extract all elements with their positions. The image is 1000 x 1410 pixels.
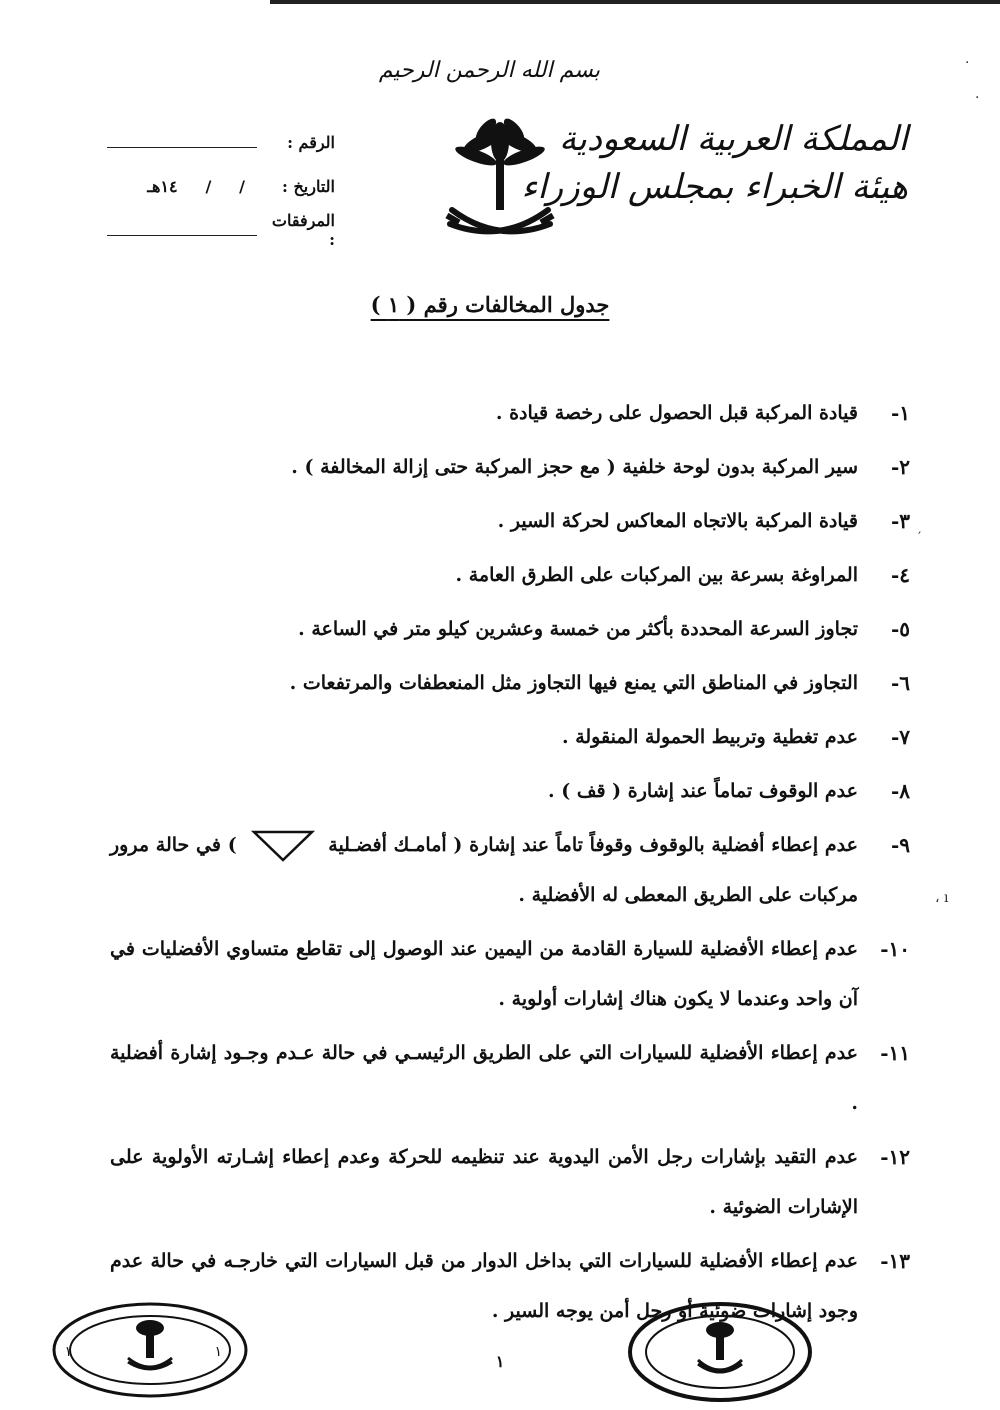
official-seal-stamp-icon xyxy=(625,1300,815,1405)
item-number: ١- xyxy=(890,401,910,425)
ref-field xyxy=(55,120,335,164)
org-name-line1: المملكة العربية السعودية xyxy=(559,119,908,159)
list-item xyxy=(110,388,910,438)
item-text: المراوغة بسرعة بين المركبات على الطرق العامة . xyxy=(455,564,858,586)
item-text: عدم التقيد بإشارات رجل الأمن اليدوية عند تنظيمه للحركة وعدم إعطاء إشـارته الأولوية على الإشارات الضوئية . xyxy=(110,1146,858,1218)
list-item xyxy=(110,924,910,1024)
item-number: ٨- xyxy=(890,779,910,803)
item-text: عدم تغطية وتربيط الحمولة المنقولة . xyxy=(561,726,858,748)
item-text-before-sign: عدم إعطاء أفضلية بالوقوف وقوفاً تاماً عند إشارة ( أمامـك أفضـلية xyxy=(328,834,858,856)
item-text: عدم إعطاء الأفضلية للسيارات التي على الطريق الرئيسـي في حالة عـدم وجـود إشارة أفضلية . xyxy=(110,1042,858,1114)
item-text: عدم إعطاء الأفضلية للسيارة القادمة من اليمين عند الوصول إلى تقاطع متساوي الأفضليات في آن واحد وعندما لا يكون هناك إشارات أولوية . xyxy=(110,938,858,1010)
item-number: ٥- xyxy=(890,617,910,641)
list-item xyxy=(110,442,910,492)
list-item xyxy=(110,766,910,816)
svg-text:١: ١ xyxy=(64,1344,72,1360)
ref-blank-line xyxy=(107,137,257,148)
bismillah: بسم الله الرحمن الرحيم xyxy=(378,58,600,83)
date-label: التاريخ : xyxy=(281,176,335,196)
list-item xyxy=(110,1132,910,1232)
item-number: ٢- xyxy=(890,455,910,479)
item-text: قيادة المركبة بالاتجاه المعاكس لحركة السير . xyxy=(497,510,858,532)
item-text xyxy=(110,820,858,920)
page-number: ١ xyxy=(495,1352,505,1371)
item-text-after-sign: ) في حالة مرور مركبات على الطريق المعطى له الأفضلية . xyxy=(110,834,858,906)
list-item xyxy=(110,1028,910,1128)
scan-speck: ′ xyxy=(918,530,922,546)
item-number: ١٠- xyxy=(880,937,910,961)
yield-sign-icon xyxy=(250,829,316,863)
attachments-label: المرفقات : xyxy=(271,211,335,249)
violations-list xyxy=(110,388,910,1340)
item-number: ٦- xyxy=(890,671,910,695)
official-seal-stamp-icon xyxy=(50,1300,250,1400)
item-number: ٩- xyxy=(890,833,910,857)
item-text: تجاوز السرعة المحددة بأكثر من خمسة وعشرين كيلو متر في الساعة . xyxy=(298,618,858,640)
item-text: قيادة المركبة قبل الحصول على رخصة قيادة . xyxy=(495,402,858,424)
item-number: ٧- xyxy=(890,725,910,749)
item-text: عدم إعطاء الأفضلية للسيارات التي بداخل الدوار من قبل السيارات التي خارجـه في حالة عدم وجود إشارات ضوئية أو رجل أمن يوجه السير . xyxy=(110,1250,858,1322)
organization-name xyxy=(521,115,908,211)
list-item xyxy=(110,496,910,546)
top-border-rule xyxy=(270,0,1000,4)
svg-text:١: ١ xyxy=(214,1344,222,1360)
item-text: سير المركبة بدون لوحة خلفية ( مع حجز المركبة حتى إزالة المخالفة ) . xyxy=(291,456,858,478)
org-name-line2: هيئة الخبراء بمجلس الوزراء xyxy=(521,167,908,207)
item-number: ١١- xyxy=(880,1041,910,1065)
attachments-blank-line xyxy=(107,225,257,236)
item-number: ٤- xyxy=(890,563,910,587)
item-text: التجاوز في المناطق التي يمنع فيها التجاوز مثل المنعطفات والمرتفعات . xyxy=(289,672,858,694)
document-meta-fields xyxy=(55,120,335,252)
scan-speck: · xyxy=(965,55,970,71)
page-title: جدول المخالفات رقم ( ١ ) xyxy=(370,292,610,317)
scan-speck: · xyxy=(975,90,980,106)
ref-label: الرقم : xyxy=(287,132,335,152)
item-number: ١٢- xyxy=(880,1145,910,1169)
date-value: / / ١٤هـ xyxy=(147,176,245,196)
list-item xyxy=(110,820,910,920)
list-item xyxy=(110,604,910,654)
list-item xyxy=(110,658,910,708)
list-item xyxy=(110,712,910,762)
date-field xyxy=(55,164,335,208)
item-number: ٣- xyxy=(890,509,910,533)
scan-speck: ı ، xyxy=(935,890,949,906)
item-number: ١٣- xyxy=(880,1249,910,1273)
item-text: عدم الوقوف تماماً عند إشارة ( قف ) . xyxy=(547,780,858,802)
list-item xyxy=(110,550,910,600)
attachments-field xyxy=(55,208,335,252)
